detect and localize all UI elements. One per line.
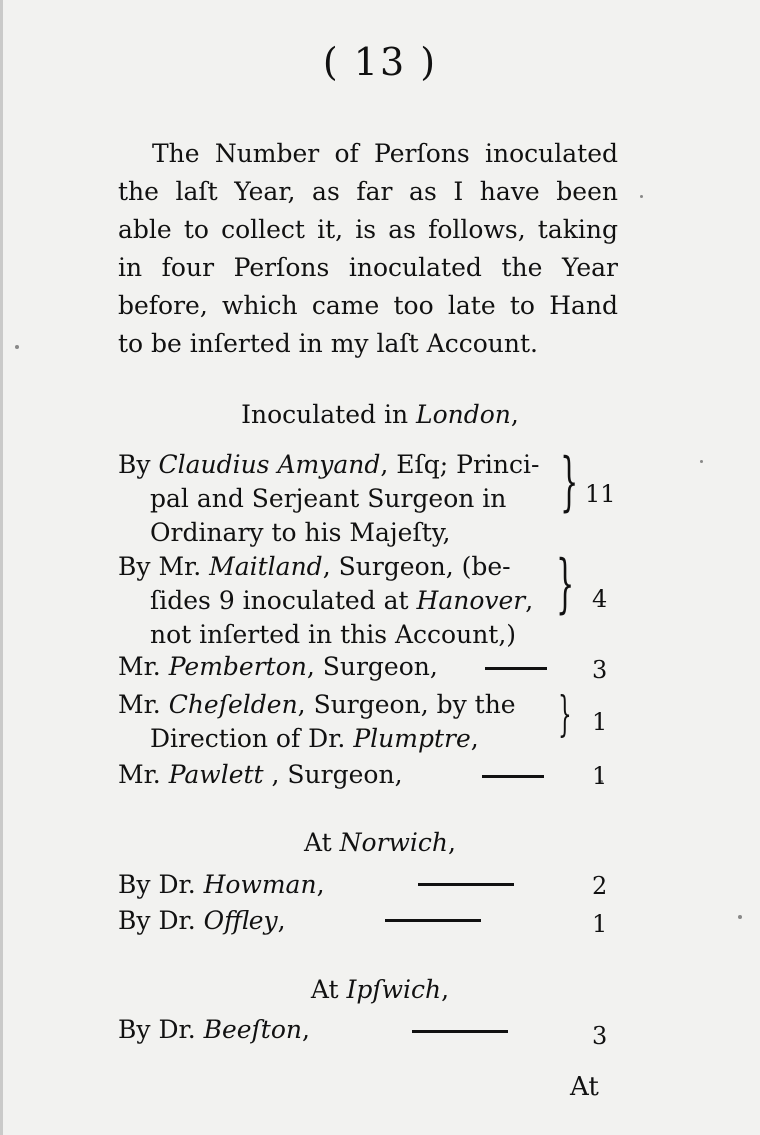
entry-amyand: By Claudius Amyand, Eſq; Princi- pal and Serjeant Surgeon in Ordinary to his Majeſty, [118, 450, 540, 547]
brace-icon: } [560, 445, 579, 519]
leader-dash [418, 883, 514, 886]
intro-paragraph [118, 135, 618, 363]
entry-pawlett: Mr. Pawlett , Surgeon, [118, 760, 403, 789]
section-heading-ipswich: At Ipſwich, [310, 975, 450, 1004]
ink-speck [15, 345, 19, 349]
count-cheselden: 1 [592, 708, 608, 736]
leader-dash [412, 1030, 508, 1033]
section-heading-norwich: At Norwich, [304, 828, 456, 857]
ink-speck [700, 460, 703, 463]
paragraph-line: in four Perſons inoculated the Year [118, 253, 618, 282]
brace-icon: } [556, 547, 575, 621]
entry-pemberton: Mr. Pemberton, Surgeon, [118, 652, 438, 681]
count-maitland: 4 [592, 585, 608, 613]
entry-offley: By Dr. Offley, [118, 906, 286, 935]
count-beeston: 3 [592, 1022, 608, 1050]
entry-maitland: By Mr. Maitland, Surgeon, (be- ſides 9 inoculated at Hanover, not inſerted in this Account,) [118, 552, 534, 649]
paragraph-line: to be inſerted in my laſt Account. [118, 329, 538, 358]
leader-dash [482, 775, 544, 778]
entry-cheselden: Mr. Cheſelden, Surgeon, by the Direction of Dr. Plumptre, [118, 690, 516, 753]
paragraph-line: before, which came too late to Hand [118, 291, 618, 320]
page-edge-shadow [0, 0, 3, 1135]
catchword: At [570, 1072, 599, 1102]
leader-dash [385, 919, 481, 922]
brace-icon: } [558, 686, 572, 742]
count-pawlett: 1 [592, 762, 608, 790]
page-number: ( 13 ) [322, 40, 438, 84]
entry-howman: By Dr. Howman, [118, 870, 325, 899]
entry-beeston: By Dr. Beeſton, [118, 1015, 310, 1044]
paragraph-line: the laſt Year, as far as I have been [118, 177, 618, 206]
section-heading-london: Inoculated in London, [241, 400, 519, 429]
count-amyand: 11 [585, 480, 616, 508]
paragraph-line: The Number of Perſons inoculated [152, 139, 618, 168]
count-howman: 2 [592, 872, 608, 900]
leader-dash [485, 667, 547, 670]
ink-speck [738, 915, 742, 919]
ink-speck [640, 195, 643, 198]
count-pemberton: 3 [592, 656, 608, 684]
count-offley: 1 [592, 910, 608, 938]
paragraph-line: able to collect it, is as follows, taking [118, 215, 618, 244]
